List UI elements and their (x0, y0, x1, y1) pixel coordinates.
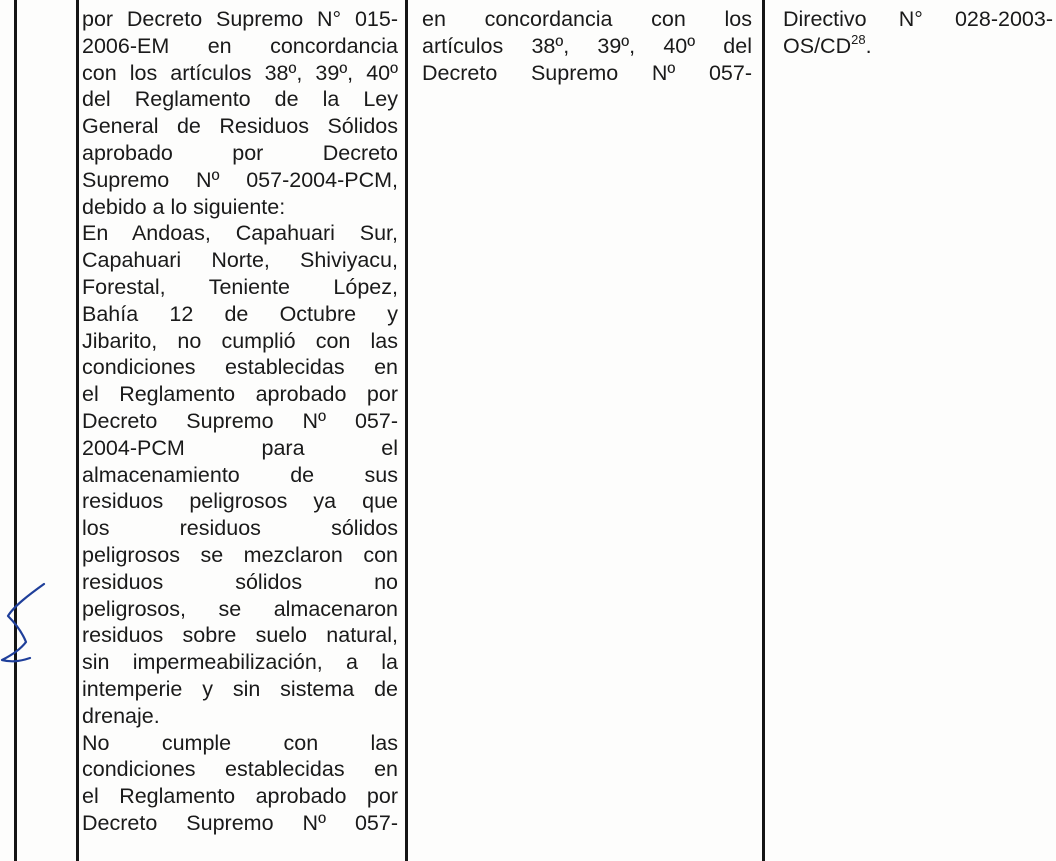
description-line: con los artículos 38º, 39º, 40º (82, 60, 398, 85)
table-cell-description (82, 6, 398, 837)
description-line: sin impermeabilización, a la (82, 650, 398, 675)
description-line: por Decreto Supremo N° 015- (82, 7, 398, 31)
description-line: almacenamiento de sus (82, 462, 398, 487)
description-line: aprobado por Decreto (82, 140, 398, 165)
description-line: drenaje. (82, 703, 160, 728)
legal-basis-line: artículos 38º, 39º, 40º del (422, 33, 752, 58)
table-divider-1 (76, 0, 79, 861)
description-line: residuos peligrosos ya que (82, 489, 398, 514)
description-line: debido a lo siguiente: (82, 194, 286, 219)
description-line: condiciones establecidas en (82, 355, 398, 380)
description-line: 2006-EM en concordancia (82, 33, 398, 58)
description-line: Jibarito, no cumplió con las (82, 328, 398, 353)
description-line: Capahuari Norte, Shiviyacu, (82, 248, 398, 273)
description-line: el Reglamento aprobado por (82, 382, 398, 407)
description-line: residuos sólidos no (82, 569, 398, 594)
legal-basis-line: en concordancia con los (422, 7, 752, 31)
description-line: 2004-PCM para el (82, 435, 398, 460)
table-border-left (14, 0, 17, 861)
description-line: Decreto Supremo Nº 057- (82, 408, 398, 433)
description-line: intemperie y sin sistema de (82, 676, 398, 701)
description-line: Decreto Supremo Nº 057- (82, 810, 398, 835)
description-line: General de Residuos Sólidos (82, 114, 398, 139)
description-line: Bahía 12 de Octubre y (82, 301, 398, 326)
sanction-line-2 (783, 33, 1053, 60)
description-line: Forestal, Teniente López, (82, 274, 398, 299)
description-line: del Reglamento de la Ley (82, 87, 398, 112)
description-line: los residuos sólidos (82, 516, 398, 541)
description-line: peligrosos se mezclaron con (82, 542, 398, 567)
footnote-ref: 28 (851, 31, 866, 47)
table-cell-legal-basis (422, 6, 752, 86)
description-line: peligrosos, se almacenaron (82, 596, 398, 621)
table-divider-2 (405, 0, 408, 861)
description-line: No cumple con las (82, 730, 398, 755)
table-divider-3 (762, 0, 765, 861)
table-cell-sanction (783, 6, 1053, 60)
handwritten-signature (0, 580, 60, 670)
sanction-line-2-text: OS/CD (783, 33, 852, 58)
description-line: el Reglamento aprobado por (82, 784, 398, 809)
description-line: condiciones establecidas en (82, 757, 398, 782)
description-line: En Andoas, Capahuari Sur, (82, 221, 398, 246)
description-line: residuos sobre suelo natural, (82, 623, 398, 648)
sanction-line-2-end: . (865, 33, 872, 58)
sanction-line-1: Directivo N° 028-2003- (783, 7, 1053, 31)
legal-basis-line: Decreto Supremo Nº 057- (422, 60, 752, 85)
description-line: Supremo Nº 057-2004-PCM, (82, 167, 398, 192)
